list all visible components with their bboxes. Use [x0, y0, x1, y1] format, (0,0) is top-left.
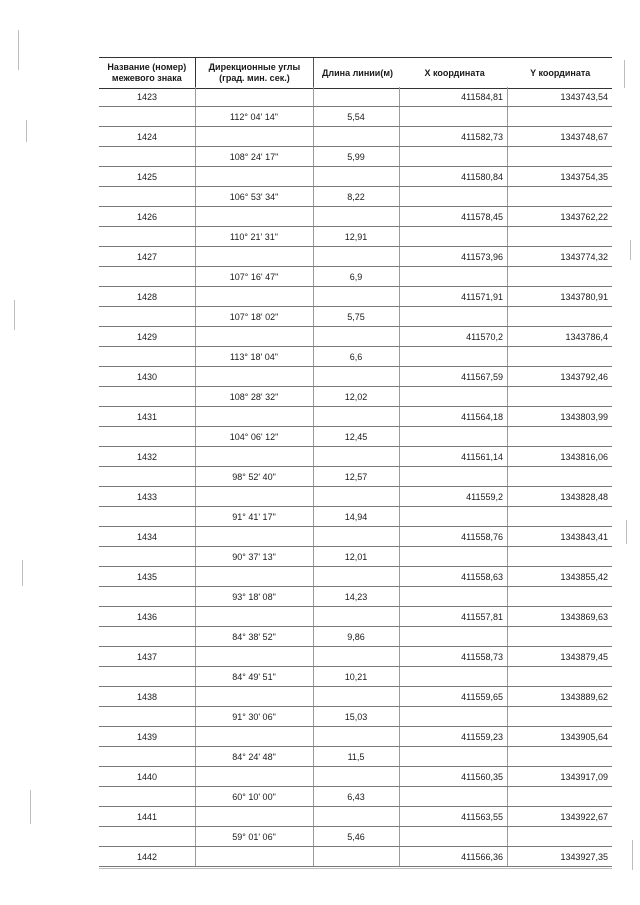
scan-noise	[26, 120, 27, 142]
column-divider	[507, 307, 508, 326]
y-coordinate: 1343927,35	[560, 852, 608, 862]
segment-row	[99, 347, 612, 367]
column-divider	[399, 747, 400, 766]
column-divider	[399, 547, 400, 566]
direction-angle: 93° 18' 08"	[232, 592, 276, 602]
scan-noise	[14, 300, 15, 330]
x-coordinate: 411558,73	[461, 652, 503, 662]
mark-name: 1441	[136, 812, 158, 822]
column-divider	[399, 507, 400, 526]
boundary-mark-row	[99, 287, 612, 307]
line-length: 15,03	[344, 712, 368, 722]
x-coordinate: 411582,73	[461, 132, 503, 142]
segment-row	[99, 107, 612, 127]
mark-name: 1435	[136, 572, 158, 582]
mark-name: 1432	[136, 452, 158, 462]
line-length: 10,21	[344, 672, 368, 682]
boundary-mark-row	[99, 607, 612, 627]
line-length: 14,94	[344, 512, 368, 522]
y-coordinate: 1343754,35	[560, 172, 608, 182]
line-length: 6,6	[349, 352, 363, 362]
direction-angle: 113° 18' 04"	[230, 352, 278, 362]
column-divider	[195, 767, 196, 786]
column-divider	[507, 547, 508, 566]
column-divider	[195, 487, 196, 506]
boundary-mark-row	[99, 367, 612, 387]
y-coordinate: 1343803,99	[560, 412, 608, 422]
column-divider	[313, 207, 314, 226]
column-divider	[195, 327, 196, 346]
y-coordinate: 1343879,45	[560, 652, 608, 662]
column-divider	[195, 527, 196, 546]
segment-row	[99, 427, 612, 447]
column-divider	[507, 707, 508, 726]
boundary-mark-row	[99, 767, 612, 787]
direction-angle: 59° 01' 06"	[232, 832, 276, 842]
segment-row	[99, 667, 612, 687]
line-length: 12,57	[344, 472, 368, 482]
x-coordinate: 411558,76	[461, 532, 503, 542]
column-divider	[195, 247, 196, 266]
column-divider	[507, 187, 508, 206]
x-coordinate: 411561,14	[461, 452, 503, 462]
mark-name: 1431	[136, 412, 158, 422]
header-length: Длина линии(м)	[321, 67, 393, 78]
direction-angle: 106° 53' 34"	[229, 192, 279, 202]
x-coordinate: 411580,84	[461, 172, 503, 182]
boundary-mark-row	[99, 847, 612, 867]
y-coordinate: 1343828,48	[560, 492, 608, 502]
column-divider	[313, 527, 314, 546]
column-divider	[399, 187, 400, 206]
column-divider	[195, 447, 196, 466]
column-divider	[195, 207, 196, 226]
boundary-mark-row	[99, 167, 612, 187]
column-divider	[195, 287, 196, 306]
column-divider	[195, 87, 196, 106]
column-divider	[313, 647, 314, 666]
segment-row	[99, 147, 612, 167]
x-coordinate: 411558,63	[461, 572, 503, 582]
line-length: 6,9	[349, 272, 363, 282]
direction-angle: 98° 52' 40"	[232, 472, 276, 482]
direction-angle: 108° 24' 17"	[229, 152, 279, 162]
direction-angle: 84° 49' 51"	[232, 672, 276, 682]
header-y: Y координата	[530, 67, 591, 78]
column-divider	[195, 847, 196, 866]
scan-noise	[30, 790, 31, 824]
mark-name: 1429	[136, 332, 158, 342]
line-length: 11,5	[347, 752, 365, 762]
column-divider	[313, 447, 314, 466]
column-divider	[507, 587, 508, 606]
header-x: X координата	[424, 67, 485, 78]
x-coordinate: 411559,2	[466, 492, 503, 502]
mark-name: 1433	[136, 492, 158, 502]
line-length: 9,86	[347, 632, 365, 642]
column-divider	[507, 387, 508, 406]
x-coordinate: 411566,36	[461, 852, 503, 862]
line-length: 8,22	[347, 192, 365, 202]
segment-row	[99, 307, 612, 327]
segment-row	[99, 467, 612, 487]
mark-name: 1440	[136, 772, 158, 782]
mark-name: 1428	[136, 292, 158, 302]
x-coordinate: 411584,81	[461, 92, 503, 102]
column-divider	[399, 627, 400, 646]
column-divider	[195, 687, 196, 706]
column-divider	[195, 167, 196, 186]
direction-angle: 110° 21' 31"	[230, 232, 278, 242]
boundary-mark-row	[99, 567, 612, 587]
column-divider	[195, 607, 196, 626]
column-divider	[507, 667, 508, 686]
column-divider	[313, 727, 314, 746]
mark-name: 1424	[136, 132, 158, 142]
column-divider	[399, 787, 400, 806]
segment-row	[99, 547, 612, 567]
boundary-mark-row	[99, 327, 612, 347]
scan-noise	[632, 840, 633, 870]
column-divider	[507, 267, 508, 286]
y-coordinate: 1343889,62	[560, 692, 608, 702]
mark-name: 1434	[136, 532, 158, 542]
direction-angle: 90° 37' 13"	[232, 552, 276, 562]
direction-angle: 112° 04' 14"	[230, 112, 278, 122]
column-divider	[399, 227, 400, 246]
column-divider	[313, 687, 314, 706]
column-divider	[507, 227, 508, 246]
mark-name: 1437	[136, 652, 158, 662]
direction-angle: 107° 16' 47"	[229, 272, 279, 282]
line-length: 12,01	[344, 552, 368, 562]
x-coordinate: 411570,2	[466, 332, 503, 342]
column-divider	[313, 167, 314, 186]
column-divider	[195, 367, 196, 386]
x-coordinate: 411560,35	[461, 772, 503, 782]
boundary-mark-row	[99, 447, 612, 467]
column-divider	[399, 107, 400, 126]
column-divider	[313, 607, 314, 626]
column-divider	[195, 407, 196, 426]
direction-angle: 91° 30' 06"	[232, 712, 276, 722]
column-divider	[313, 247, 314, 266]
header-name: Название (номер) межевого знака	[99, 58, 196, 88]
x-coordinate: 411559,23	[461, 732, 503, 742]
segment-row	[99, 587, 612, 607]
column-divider	[313, 287, 314, 306]
column-divider	[399, 667, 400, 686]
column-divider	[195, 647, 196, 666]
table-body	[99, 87, 612, 867]
boundary-mark-row	[99, 127, 612, 147]
column-divider	[399, 147, 400, 166]
column-divider	[507, 627, 508, 646]
column-divider	[313, 807, 314, 826]
segment-row	[99, 707, 612, 727]
mark-name: 1439	[136, 732, 158, 742]
x-coordinate: 411564,18	[461, 412, 503, 422]
column-divider	[507, 107, 508, 126]
segment-row	[99, 507, 612, 527]
line-length: 14,23	[344, 592, 368, 602]
column-divider	[507, 787, 508, 806]
y-coordinate: 1343922,67	[560, 812, 608, 822]
boundary-mark-row	[99, 647, 612, 667]
column-divider	[507, 507, 508, 526]
mark-name: 1427	[136, 252, 158, 262]
mark-name: 1442	[136, 852, 158, 862]
direction-angle: 91° 41' 17"	[232, 512, 276, 522]
direction-angle: 84° 38' 52"	[232, 632, 276, 642]
boundary-mark-row	[99, 487, 612, 507]
column-divider	[313, 87, 314, 106]
direction-angle: 60° 10' 00"	[232, 792, 276, 802]
line-length: 5,54	[347, 112, 365, 122]
column-divider	[399, 267, 400, 286]
column-divider	[399, 707, 400, 726]
column-divider	[313, 567, 314, 586]
segment-row	[99, 267, 612, 287]
segment-row	[99, 787, 612, 807]
mark-name: 1426	[136, 212, 158, 222]
column-divider	[507, 147, 508, 166]
column-divider	[195, 567, 196, 586]
x-coordinate: 411571,91	[461, 292, 503, 302]
x-coordinate: 411563,55	[461, 812, 503, 822]
y-coordinate: 1343786,4	[565, 332, 608, 342]
column-divider	[507, 747, 508, 766]
x-coordinate: 411567,59	[461, 372, 503, 382]
mark-name: 1438	[136, 692, 158, 702]
line-length: 12,45	[344, 432, 368, 442]
table-header	[99, 57, 612, 89]
x-coordinate: 411557,81	[461, 612, 503, 622]
x-coordinate: 411578,45	[461, 212, 503, 222]
scan-noise	[624, 60, 625, 88]
y-coordinate: 1343774,32	[560, 252, 608, 262]
y-coordinate: 1343917,09	[560, 772, 608, 782]
column-divider	[399, 387, 400, 406]
header-angle: Дирекционные углы (град. мин. сек.)	[196, 58, 315, 88]
segment-row	[99, 627, 612, 647]
boundary-mark-row	[99, 687, 612, 707]
scan-noise	[99, 868, 612, 869]
y-coordinate: 1343905,64	[560, 732, 608, 742]
column-divider	[313, 767, 314, 786]
line-length: 12,91	[344, 232, 368, 242]
line-length: 5,46	[347, 832, 365, 842]
y-coordinate: 1343843,41	[560, 532, 608, 542]
y-coordinate: 1343762,22	[560, 212, 608, 222]
scan-noise	[18, 30, 19, 70]
boundary-mark-row	[99, 807, 612, 827]
y-coordinate: 1343816,06	[560, 452, 608, 462]
column-divider	[399, 467, 400, 486]
line-length: 5,75	[347, 312, 365, 322]
x-coordinate: 411573,96	[461, 252, 503, 262]
mark-name: 1436	[136, 612, 158, 622]
y-coordinate: 1343792,46	[560, 372, 608, 382]
boundary-mark-row	[99, 247, 612, 267]
direction-angle: 84° 24' 48"	[232, 752, 276, 762]
column-divider	[399, 827, 400, 846]
mark-name: 1430	[136, 372, 158, 382]
mark-name: 1425	[136, 172, 158, 182]
scan-noise	[630, 240, 631, 260]
column-divider	[507, 827, 508, 846]
column-divider	[313, 127, 314, 146]
boundary-mark-row	[99, 207, 612, 227]
line-length: 5,99	[347, 152, 365, 162]
boundary-mark-row	[99, 407, 612, 427]
column-divider	[399, 347, 400, 366]
x-coordinate: 411559,65	[461, 692, 503, 702]
segment-row	[99, 747, 612, 767]
mark-name: 1423	[136, 92, 158, 102]
column-divider	[399, 587, 400, 606]
scan-noise	[626, 520, 627, 544]
boundary-mark-row	[99, 727, 612, 747]
y-coordinate: 1343748,67	[560, 132, 608, 142]
column-divider	[507, 427, 508, 446]
column-divider	[507, 347, 508, 366]
y-coordinate: 1343743,54	[560, 92, 608, 102]
column-divider	[195, 727, 196, 746]
segment-row	[99, 827, 612, 847]
boundary-mark-row	[99, 527, 612, 547]
direction-angle: 104° 06' 12"	[229, 432, 279, 442]
column-divider	[313, 367, 314, 386]
direction-angle: 107° 18' 02"	[229, 312, 279, 322]
column-divider	[313, 407, 314, 426]
boundary-mark-row	[99, 87, 612, 107]
column-divider	[507, 467, 508, 486]
column-divider	[195, 807, 196, 826]
scan-noise	[22, 560, 23, 586]
column-divider	[313, 847, 314, 866]
y-coordinate: 1343855,42	[560, 572, 608, 582]
line-length: 12,02	[344, 392, 368, 402]
direction-angle: 108° 28' 32"	[229, 392, 279, 402]
column-divider	[195, 127, 196, 146]
column-divider	[313, 487, 314, 506]
y-coordinate: 1343780,91	[560, 292, 608, 302]
segment-row	[99, 387, 612, 407]
segment-row	[99, 187, 612, 207]
column-divider	[399, 307, 400, 326]
column-divider	[313, 327, 314, 346]
column-divider	[399, 427, 400, 446]
y-coordinate: 1343869,63	[560, 612, 608, 622]
line-length: 6,43	[347, 792, 365, 802]
segment-row	[99, 227, 612, 247]
